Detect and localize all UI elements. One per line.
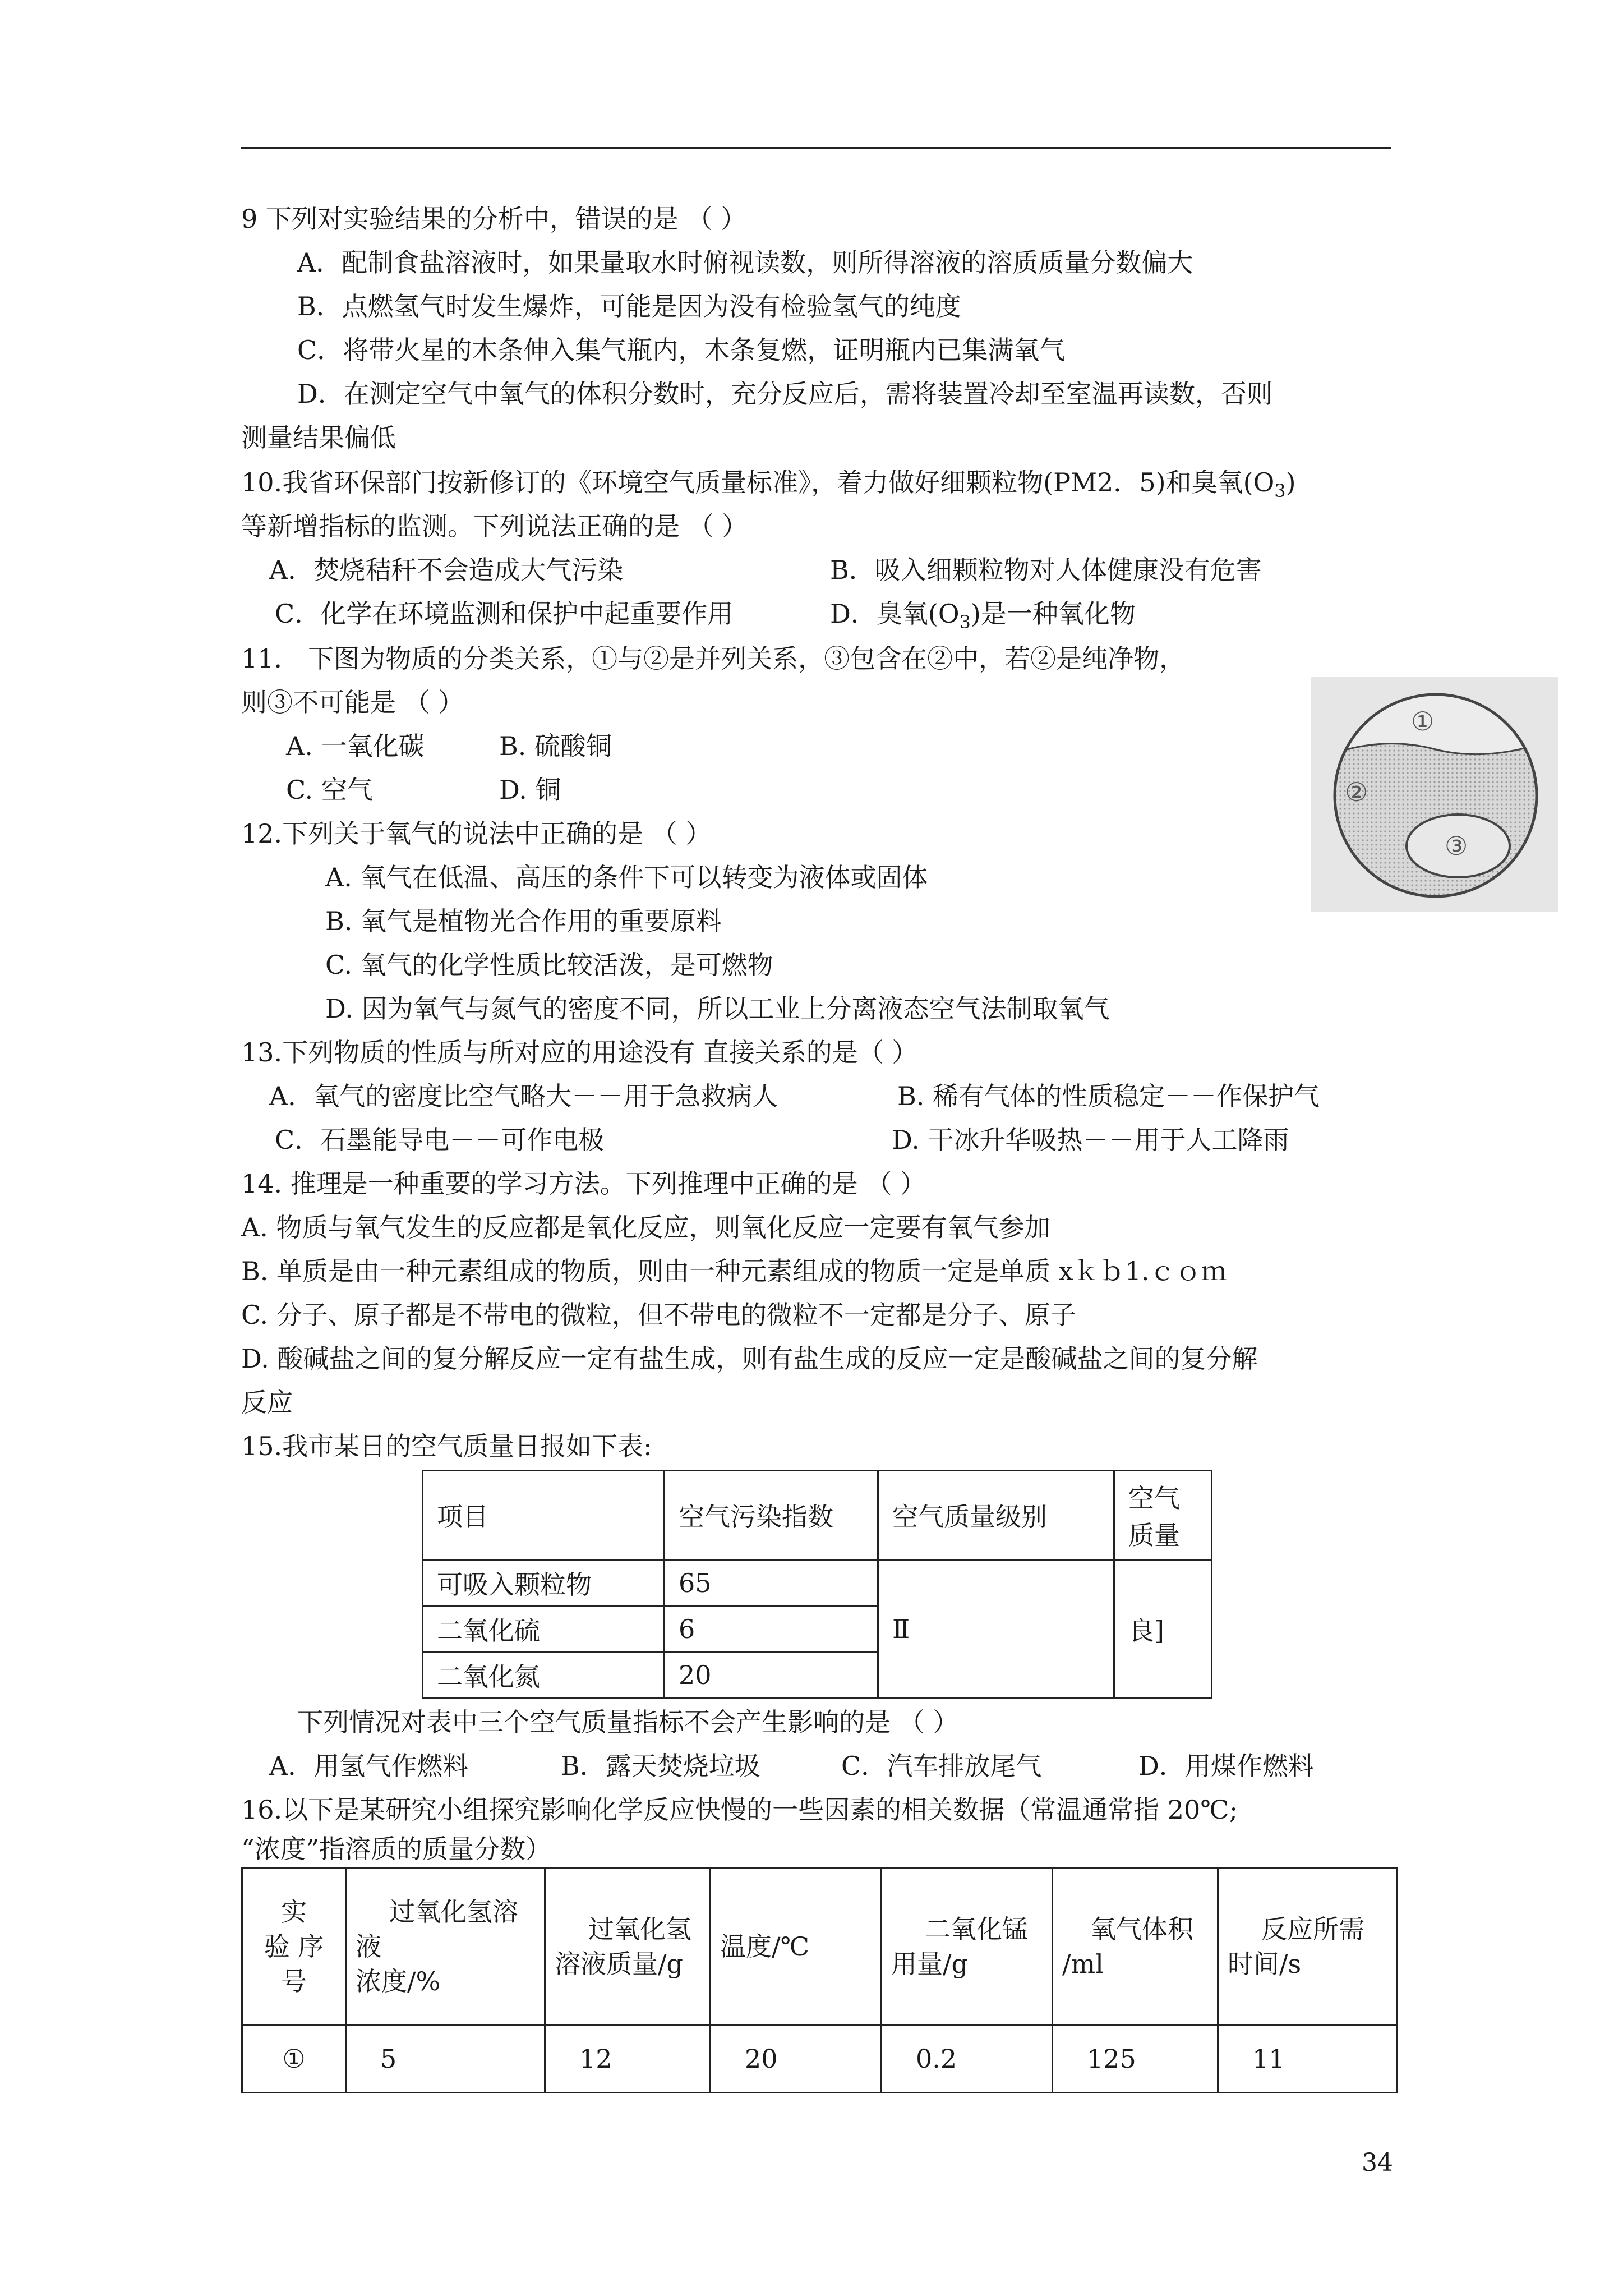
table-cell: 可吸入颗粒物 bbox=[423, 1560, 665, 1606]
q11-option-d: D. 铜 bbox=[499, 775, 561, 805]
q9-option-c: C．将带火星的木条伸入集气瓶内，木条复燃，证明瓶内已集满氧气 bbox=[297, 335, 1066, 365]
table-header-cell: 氧气体积 /ml bbox=[1053, 1868, 1218, 2025]
table-cell: 12 bbox=[545, 2025, 711, 2093]
q9-option-d: D．在测定空气中氧气的体积分数时，充分反应后，需将装置冷却至室温再读数，否则 bbox=[297, 379, 1272, 409]
figure-label-3: ③ bbox=[1445, 831, 1468, 861]
table-header-cell: 过氧化氢 溶液质量/g bbox=[545, 1868, 711, 2025]
air-quality-grade: 良] bbox=[1114, 1560, 1212, 1697]
q12-option-d: D. 因为氧气与氮气的密度不同，所以工业上分离液态空气法制取氧气 bbox=[325, 993, 1110, 1024]
table-cell: 11 bbox=[1218, 2025, 1397, 2093]
q15-option-a: A．用氢气作燃料 bbox=[269, 1751, 469, 1781]
q9-option-b: B．点燃氢气时发生爆炸，可能是因为没有检验氢气的纯度 bbox=[297, 291, 961, 321]
table-cell: 65 bbox=[665, 1560, 878, 1606]
q16-stem-line1: 16.以下是某研究小组探究影响化学反应快慢的一些因素的相关数据（常温通常指 20℃; bbox=[241, 1795, 1238, 1825]
q14-option-c: C. 分子、原子都是不带电的微粒，但不带电的微粒不一定都是分子、原子 bbox=[241, 1300, 1076, 1330]
q10-option-d: D．臭氧$(O_3)$是一种氧化物 bbox=[830, 599, 1136, 633]
table-cell: 0.2 bbox=[882, 2025, 1053, 2093]
q10-stem-line2: 等新增指标的监测。下列说法正确的是 （ ） bbox=[241, 511, 748, 541]
q11-stem-line1: 11． 下图为物质的分类关系，①与②是并列关系，③包含在②中，若②是纯净物， bbox=[241, 643, 1186, 674]
table-header-row bbox=[242, 1868, 1397, 2025]
q10-option-b: B．吸入细颗粒物对人体健康没有危害 bbox=[830, 555, 1262, 585]
table-header-cell: 实 验 序 号 bbox=[242, 1868, 346, 2025]
air-quality-table bbox=[422, 1470, 1212, 1699]
table-header-cell: 二氧化锰 用量/g bbox=[882, 1868, 1053, 2025]
q14-option-a: A. 物质与氧气发生的反应都是氧化反应，则氧化反应一定要有氧气参加 bbox=[241, 1212, 1050, 1243]
q10-stem-line1: 10.我省环保部门按新修订的《环境空气质量标准》，着力做好细颗粒物(PM2．5)和臭氧$(O_3)$ bbox=[241, 467, 1296, 501]
q9-option-a: A．配制食盐溶液时，如果量取水时俯视读数，则所得溶液的溶质质量分数偏大 bbox=[297, 247, 1193, 278]
table-cell: 20 bbox=[711, 2025, 882, 2093]
q10-option-c: C．化学在环境监测和保护中起重要作用 bbox=[275, 599, 734, 629]
q11-stem-line2: 则③不可能是 （ ） bbox=[241, 687, 464, 717]
q14-option-d-cont: 反应 bbox=[241, 1387, 293, 1418]
table-header-cell: 项目 bbox=[423, 1471, 665, 1561]
table-header-cell: 反应所需 时间/s bbox=[1218, 1868, 1397, 2025]
table-cell: 二氧化氮 bbox=[423, 1652, 665, 1698]
table-cell: 二氧化硫 bbox=[423, 1606, 665, 1652]
q16-stem-line2: “浓度”指溶质的质量分数） bbox=[241, 1834, 552, 1864]
table-header-row bbox=[423, 1471, 1212, 1561]
q9-option-d-cont: 测量结果偏低 bbox=[241, 422, 396, 453]
q15-question: 下列情况对表中三个空气质量指标不会产生影响的是 （ ） bbox=[297, 1707, 959, 1737]
table-cell: 125 bbox=[1053, 2025, 1218, 2093]
table-header-cell: 温度/℃ bbox=[711, 1868, 882, 2025]
table-row bbox=[423, 1560, 1212, 1606]
table-cell: ① bbox=[242, 2025, 346, 2093]
q10-option-a: A．焚烧秸秆不会造成大气污染 bbox=[269, 555, 624, 585]
q15-stem: 15.我市某日的空气质量日报如下表: bbox=[241, 1431, 652, 1461]
classification-figure bbox=[1311, 677, 1558, 912]
q13-option-c: C．石墨能导电－－可作电极 bbox=[275, 1125, 605, 1155]
q11-option-b: B. 硫酸铜 bbox=[499, 731, 612, 761]
q12-option-a: A. 氧气在低温、高压的条件下可以转变为液体或固体 bbox=[325, 862, 928, 892]
q15-option-b: B．露天焚烧垃圾 bbox=[561, 1751, 760, 1781]
reaction-data-table bbox=[241, 1867, 1398, 2093]
q13-option-a: A．氧气的密度比空气略大－－用于急救病人 bbox=[269, 1081, 778, 1111]
q12-stem: 12.下列关于氧气的说法中正确的是 （ ） bbox=[241, 818, 712, 849]
q12-option-b: B. 氧气是植物光合作用的重要原料 bbox=[325, 906, 722, 936]
table-header-cell: 空气质量级别 bbox=[878, 1471, 1114, 1561]
figure-label-1: ① bbox=[1411, 706, 1435, 737]
q15-option-d: D．用煤作燃料 bbox=[1138, 1751, 1314, 1781]
table-header-cell: 空气污染指数 bbox=[665, 1471, 878, 1561]
page-number: 34 bbox=[1362, 2148, 1393, 2177]
table-cell: 5 bbox=[346, 2025, 545, 2093]
table-header-cell: 过氧化氢溶液 浓度/% bbox=[346, 1868, 545, 2025]
figure-label-2: ② bbox=[1345, 777, 1368, 807]
q15-option-c: C．汽车排放尾气 bbox=[841, 1751, 1042, 1781]
q13-option-b: B. 稀有气体的性质稳定－－作保护气 bbox=[897, 1081, 1320, 1111]
q14-stem: 14. 推理是一种重要的学习方法。下列推理中正确的是 （ ） bbox=[241, 1168, 926, 1199]
air-quality-level: Ⅱ bbox=[878, 1560, 1114, 1697]
q11-option-c: C. 空气 bbox=[286, 775, 373, 805]
q11-option-a: A. 一氧化碳 bbox=[286, 731, 425, 761]
table-cell: 20 bbox=[665, 1652, 878, 1698]
q12-option-c: C. 氧气的化学性质比较活泼，是可燃物 bbox=[325, 950, 773, 980]
table-row bbox=[242, 2025, 1397, 2093]
q13-stem: 13.下列物质的性质与所对应的用途没有 直接关系的是（ ） bbox=[241, 1037, 918, 1068]
q9-stem: 9 下列对实验结果的分析中，错误的是 （ ） bbox=[241, 204, 747, 234]
header-rule bbox=[241, 147, 1391, 149]
table-header-cell: 空气质量 bbox=[1114, 1471, 1212, 1561]
q13-option-d: D. 干冰升华吸热－－用于人工降雨 bbox=[892, 1125, 1289, 1155]
q14-option-d: D. 酸碱盐之间的复分解反应一定有盐生成，则有盐生成的反应一定是酸碱盐之间的复分解 bbox=[241, 1343, 1258, 1374]
table-cell: 6 bbox=[665, 1606, 878, 1652]
q14-option-b: B. 单质是由一种元素组成的物质，则由一种元素组成的物质一定是单质 xｋｂ1.ｃｏｍ bbox=[241, 1256, 1227, 1286]
